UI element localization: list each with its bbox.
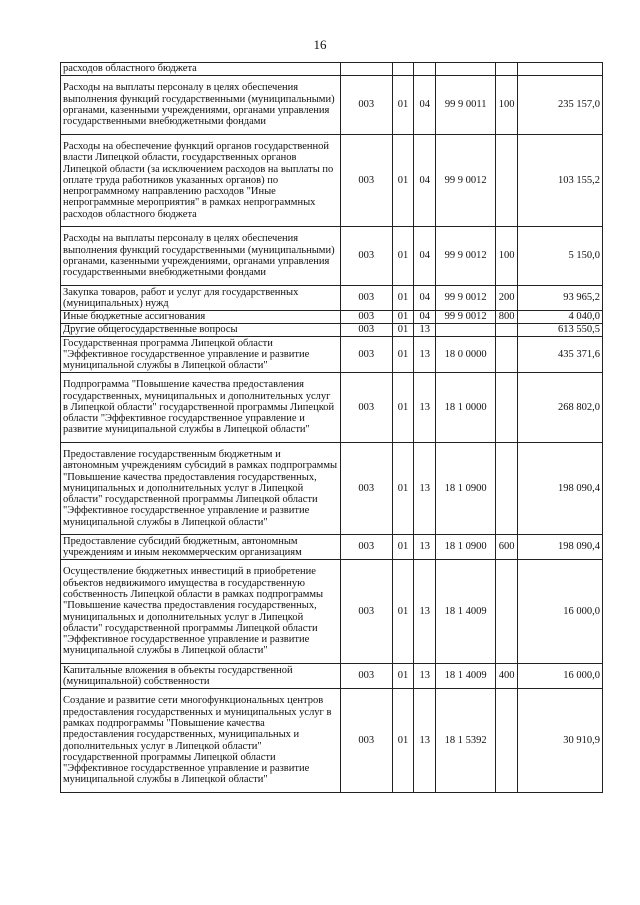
target-article-cell: 99 9 0012 xyxy=(436,227,496,286)
section-code-cell: 01 xyxy=(392,337,414,373)
expense-name-cell: Государственная программа Липецкой области "Эффективное государственное управление и развитие муниципальной службы в Липецкой области" xyxy=(61,337,341,373)
section-code-cell: 01 xyxy=(392,560,414,664)
section-code-cell xyxy=(392,63,414,76)
expense-type-cell: 200 xyxy=(496,286,518,311)
amount-cell: 4 040,0 xyxy=(517,311,602,324)
expense-name-cell: расходов областного бюджета xyxy=(61,63,341,76)
subsection-code-cell: 13 xyxy=(414,443,436,535)
expense-type-cell xyxy=(496,373,518,443)
amount-cell: 613 550,5 xyxy=(517,324,602,337)
target-article-cell: 99 9 0012 xyxy=(436,286,496,311)
target-article-cell: 18 1 4009 xyxy=(436,664,496,689)
subsection-code-cell xyxy=(414,63,436,76)
subsection-code-cell: 13 xyxy=(414,373,436,443)
table-row xyxy=(61,560,603,664)
expense-name-cell: Расходы на обеспечение функций органов государственной власти Липецкой области, государственных органов Липецкой области (за исключением расходов на выплаты по оплате труда работников указанных органов) по непрограммному направлению расходов "Иные непрограммные мероприятия" в рамках непрограммных расходов областного бюджета xyxy=(61,135,341,227)
target-article-cell: 18 0 0000 xyxy=(436,337,496,373)
section-code-cell: 01 xyxy=(392,664,414,689)
table-row xyxy=(61,76,603,135)
target-article-cell: 18 1 0900 xyxy=(436,443,496,535)
subsection-code-cell: 04 xyxy=(414,76,436,135)
subsection-code-cell: 13 xyxy=(414,337,436,373)
section-code-cell: 01 xyxy=(392,443,414,535)
expense-type-cell: 600 xyxy=(496,535,518,560)
expense-type-cell xyxy=(496,135,518,227)
expense-name-cell: Расходы на выплаты персоналу в целях обеспечения выполнения функций государственными (муниципальными) органами, казенными учреждениями, органами управления государственными внебюджетными фондами xyxy=(61,227,341,286)
department-code-cell xyxy=(340,63,392,76)
target-article-cell xyxy=(436,324,496,337)
department-code-cell: 003 xyxy=(340,664,392,689)
expense-name-cell: Другие общегосударственные вопросы xyxy=(61,324,341,337)
department-code-cell: 003 xyxy=(340,324,392,337)
table-row xyxy=(61,135,603,227)
subsection-code-cell: 13 xyxy=(414,689,436,793)
expense-type-cell xyxy=(496,337,518,373)
section-code-cell: 01 xyxy=(392,227,414,286)
expense-name-cell: Предоставление субсидий бюджетным, автономным учреждениям и иным некоммерческим организациям xyxy=(61,535,341,560)
target-article-cell: 99 9 0012 xyxy=(436,135,496,227)
section-code-cell: 01 xyxy=(392,76,414,135)
target-article-cell: 99 9 0011 xyxy=(436,76,496,135)
department-code-cell: 003 xyxy=(340,311,392,324)
table-row xyxy=(61,443,603,535)
expense-type-cell xyxy=(496,689,518,793)
expense-type-cell: 800 xyxy=(496,311,518,324)
budget-table xyxy=(60,62,603,793)
target-article-cell: 18 1 0900 xyxy=(436,535,496,560)
department-code-cell: 003 xyxy=(340,443,392,535)
expense-name-cell: Предоставление государственным бюджетным и автономным учреждениям субсидий в рамках подпрограммы "Повышение качества предоставления государственных, муниципальных и дополнительных услуг в Липецкой области" государственной программы Липецкой области "Эффективное государственное управление и развитие муниципальной службы в Липецкой области" xyxy=(61,443,341,535)
target-article-cell: 18 1 4009 xyxy=(436,560,496,664)
amount-cell: 93 965,2 xyxy=(517,286,602,311)
expense-type-cell: 100 xyxy=(496,76,518,135)
subsection-code-cell: 13 xyxy=(414,535,436,560)
table-row xyxy=(61,535,603,560)
table-row xyxy=(61,689,603,793)
table-row xyxy=(61,286,603,311)
page-number: 16 xyxy=(313,37,327,52)
table-row xyxy=(61,337,603,373)
subsection-code-cell: 04 xyxy=(414,135,436,227)
table-row xyxy=(61,664,603,689)
expense-name-cell: Закупка товаров, работ и услуг для государственных (муниципальных) нужд xyxy=(61,286,341,311)
table-row xyxy=(61,373,603,443)
amount-cell: 198 090,4 xyxy=(517,535,602,560)
target-article-cell: 99 9 0012 xyxy=(436,311,496,324)
expense-type-cell xyxy=(496,63,518,76)
amount-cell: 30 910,9 xyxy=(517,689,602,793)
department-code-cell: 003 xyxy=(340,535,392,560)
table-row xyxy=(61,227,603,286)
department-code-cell: 003 xyxy=(340,560,392,664)
amount-cell: 5 150,0 xyxy=(517,227,602,286)
subsection-code-cell: 13 xyxy=(414,324,436,337)
target-article-cell: 18 1 5392 xyxy=(436,689,496,793)
amount-cell: 198 090,4 xyxy=(517,443,602,535)
section-code-cell: 01 xyxy=(392,311,414,324)
subsection-code-cell: 04 xyxy=(414,311,436,324)
target-article-cell xyxy=(436,63,496,76)
subsection-code-cell: 04 xyxy=(414,227,436,286)
expense-type-cell xyxy=(496,560,518,664)
section-code-cell: 01 xyxy=(392,286,414,311)
amount-cell: 16 000,0 xyxy=(517,664,602,689)
budget-table-body xyxy=(61,63,603,793)
department-code-cell: 003 xyxy=(340,337,392,373)
table-row xyxy=(61,63,603,76)
section-code-cell: 01 xyxy=(392,535,414,560)
expense-type-cell xyxy=(496,324,518,337)
section-code-cell: 01 xyxy=(392,373,414,443)
table-row xyxy=(61,311,603,324)
subsection-code-cell: 13 xyxy=(414,664,436,689)
expense-name-cell: Осуществление бюджетных инвестиций в приобретение объектов недвижимого имущества в государственную собственность Липецкой области в рамках подпрограммы "Повышение качества предоставления государственных, муниципальных и дополнительных услуг в Липецкой области" государственной программы Липецкой области "Эффективное государственное управление и развитие муниципальной службы в Липецкой области" xyxy=(61,560,341,664)
subsection-code-cell: 13 xyxy=(414,560,436,664)
expense-name-cell: Создание и развитие сети многофункциональных центров предоставления государственных и муниципальных услуг в рамках подпрограммы "Повышение качества предоставления государственных, муниципальных и дополнительных услуг в Липецкой области" государственной программы Липецкой области "Эффективное государственное управление и развитие муниципальной службы в Липецкой области" xyxy=(61,689,341,793)
department-code-cell: 003 xyxy=(340,373,392,443)
department-code-cell: 003 xyxy=(340,135,392,227)
expense-name-cell: Расходы на выплаты персоналу в целях обеспечения выполнения функций государственными (муниципальными) органами, казенными учреждениями, органами управления государственными внебюджетными фондами xyxy=(61,76,341,135)
amount-cell: 103 155,2 xyxy=(517,135,602,227)
department-code-cell: 003 xyxy=(340,227,392,286)
expense-name-cell: Иные бюджетные ассигнования xyxy=(61,311,341,324)
department-code-cell: 003 xyxy=(340,76,392,135)
target-article-cell: 18 1 0000 xyxy=(436,373,496,443)
amount-cell xyxy=(517,63,602,76)
expense-type-cell: 400 xyxy=(496,664,518,689)
amount-cell: 16 000,0 xyxy=(517,560,602,664)
department-code-cell: 003 xyxy=(340,286,392,311)
amount-cell: 235 157,0 xyxy=(517,76,602,135)
expense-name-cell: Подпрограмма "Повышение качества предоставления государственных, муниципальных и дополнительных услуг в Липецкой области" государственной программы Липецкой области "Эффективное государственное управление и развитие муниципальной службы в Липецкой области" xyxy=(61,373,341,443)
department-code-cell: 003 xyxy=(340,689,392,793)
section-code-cell: 01 xyxy=(392,324,414,337)
amount-cell: 435 371,6 xyxy=(517,337,602,373)
amount-cell: 268 802,0 xyxy=(517,373,602,443)
subsection-code-cell: 04 xyxy=(414,286,436,311)
section-code-cell: 01 xyxy=(392,689,414,793)
expense-type-cell xyxy=(496,443,518,535)
expense-type-cell: 100 xyxy=(496,227,518,286)
section-code-cell: 01 xyxy=(392,135,414,227)
expense-name-cell: Капитальные вложения в объекты государственной (муниципальной) собственности xyxy=(61,664,341,689)
table-row xyxy=(61,324,603,337)
